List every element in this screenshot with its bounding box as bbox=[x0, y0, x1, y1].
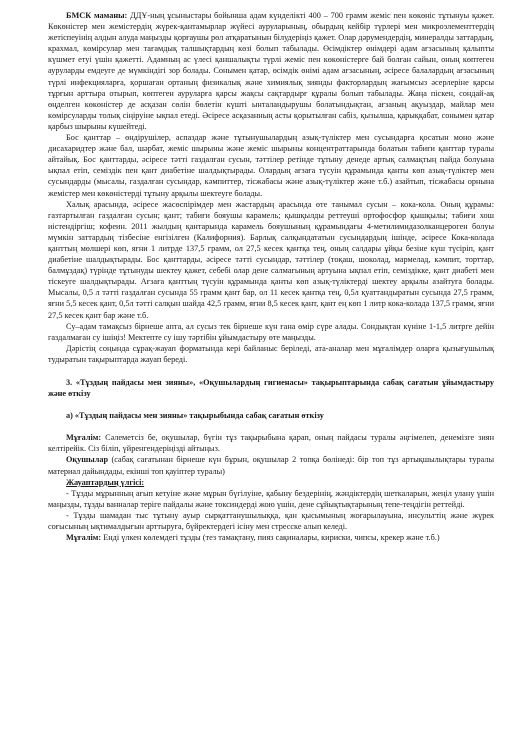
paragraph-teacher-intro bbox=[48, 432, 494, 454]
paragraph-intro bbox=[48, 10, 494, 132]
paragraph-water: Су–адам тамақсыз бірнеше апта, ал сусыз тек бірнеше күн ғана өмір сүре алады. Сондықтан күніне 1-1,5 литрге дейін газдалмаған су ішіңіз! Мектепте су ішу тәртібін ұйымдастыру өте маңызды. bbox=[48, 321, 494, 342]
subsection-heading-a: а) «Тұздың пайдасы мен зияны» тақырыбында сабақ сағатын өткізу bbox=[66, 411, 324, 421]
speaker-label: БМСК маманы: bbox=[66, 11, 128, 20]
answer-benefits: - Тұзды мұрынның ағып кетуіне және мұрын бүгілуіне, қабыну бездерінің, жәндіктердің шеткаларын, жеңіл улану үшін маңызды, тұзды ванналар теріге пайдалы және токсиндерді жою үшін, дене сұйықтықтарының тепе-теңдігін реттейді. bbox=[48, 488, 494, 509]
answer-harms: - Тұзды шамадан тыс тұтыну ауыр сырқаттанушылыққа, қан қысымының жоғарылауына, инсульттің және жүрек соғысының ықтималдығын арттыруға, бүйректердегі ісіну мен стресске алып келеді. bbox=[48, 510, 494, 532]
paragraph-coca-cola: Халық арасында, әсіресе жасөспірімдер мен жастардың арасында өте танымал сусын – кока-кола. Оның құрамы: газтартылған газдалған сусын; қант; табиғи бояушы карамель; қышқылды реттеуші ортофосфор қышқылы; табиғи хош иістендіргіш; кофеин. 2011 жылдың қантарында карамель бояушының құрамындағы 4-метилимидазолканцероген болуы мүмкін заттардың тізбесіне енгізілген (Калифорния). Барлық салқындататын сусындардың ішінде, әсіресе Кока-колада қанттың мөлшері көп, яғни 1 литрде 137,5 грамм, ол 27,5 кесек қантқа тең, оның салдары ұйқы безіне күш түсіріп, қант диабетіне шалдықтырады. Бос қанттарды, әсіресе тәтті сусындар, тәттілер (тоқаш, шоколад, мармелад, кәмпит, торттар, балмұздақ) түрінде тұтынуды шектеу қажет, себебі олар дене салмағының артуына ықпал етіп, семіздікке, қант диабеті мен тіскеуге шалдықтырады. Ағзаға қанттың түсуін құрамында қанты көп азық-түліктерді шектеу арқылы азайтуға болады. Мысалы, 0,5 л тәтті газдалған сусында 55 грамм қант бар, ол 11 кесек қантқа тең, 0,5л қуаттандыратын сусында 27,5 грамм, яғни 5,5 кесек қант, 0,5л тәтті салқын шайда 42,5 грамм, яғни 8,5 кесек қант, қант ең көп 1 литр кока-колада 137,5 грамм, яғни 27,5 кесек қант бар және т.б. bbox=[48, 199, 494, 320]
section-heading-3: 3. «Тұздың пайдасы мен зияны», «Оқушылардың гигиенасы» тақырыптарында сабақ сағатын ұйымдастыру және өткізу bbox=[48, 378, 494, 399]
speaker-label: Мұғалім: bbox=[66, 533, 102, 543]
answers-label-text: Жауаптардың үлгісі: bbox=[66, 477, 145, 487]
paragraph-students bbox=[48, 454, 494, 476]
answers-label bbox=[48, 477, 494, 488]
speaker-label: Мұғалім: bbox=[66, 433, 102, 443]
paragraph-text: (сабақ сағатынан бірнеше күн бұрын, оқушылар 2 топқа бөлінеді: бір топ тұз артықшылықтары туралы материал дайындады, екінші топ қауіптер туралы) bbox=[48, 455, 494, 476]
speaker-label: Оқушылар bbox=[66, 455, 109, 465]
paragraph-teacher-next bbox=[48, 532, 494, 543]
paragraph-text: ДДҰ-ның ұсыныстары бойынша адам күнделікті 400 – 700 грамм жеміс пен көкөніс тұтынуы қажет. Көкөністер мен жемістердің жүрек-қантамырлар жүйесі ауруларының, обырдың кейбір түрлері мен микроэлементтердің жетіспеуінің алдын алуда маңызды қорғаушы рөл атқаратынын білудеріңіз қажет. Олар дәрумендердің, минералды заттардың, крахмал, көмірсулар мен тағамдық талшықтардың көзі болып табылады. Өсімдіктер өнімдері адам ағзасының қалыпты күшмет етуі үшін қажетті. Адамның ас үлесі қаншалықты түрлі жеміс пен көкөністерге бай болған сайын, оның көптеген ауруларды емдеуге де мүмкіндігі зор болады. Сонымен қатар, өсімдік өнімі адам ағзасының, әсіресе балалардың ағзасының түрлі инфекцияларға, қоршаған ортаның физикалық және химиялық зиянды факторлардың жағымсыз әсерлеріне қарсы тұрғын арттыра отырып, көптеген ауруларға қарсы жақсы сақтардырғ құралы болып табылады. Жаңа піскен, сондай-ақ өңделген көкөністер де асқазан сөлін бөлетін күшті ынталандырушы болатындықтан, ағзаның ақуыздар, майлар мен көмірсуларды толық сіңіруіне ықпал етеді. Әсіресе асқазанның асты қорытылған сабіз, қызылша, қарыққабат, сонымен қатар қарбыз шырыны күшейтеді. bbox=[48, 11, 495, 131]
paragraph-free-sugars: Бос қанттар – өндірушілер, аспаздар және тұтынушылардың азық-түліктер мен сусындарға қосатын моно және дисахаридтер және бал, шәрбат, жеміс шырыны және жеміс шырыны концентраттарында болатын табиғи қанттар туралы айтайық. Бос қанттарды, әсіресе тәтті газдалған сусын, тәттілер ретінде тұтыну денеде артық салмақтың пайда болуына ықпал етіп, семіздік пен қант диабетіне шалдықтырады. Олардың ағзаға түсуін құрамында қанты көп азық-түліктер мен сусындарды (мысалы, газдалған сусындар, кәмпиттер, тісжабасы және азық-түліктер және т.б.) азайтып, тісжабасы орнына жемістер мен көкөністерді тұтыну арқылы шектеуге болады. bbox=[48, 133, 494, 198]
paragraph-feedback: Дәрістің соңында сұрақ-жауап форматында кері байланыс беріледі, ата-аналар мен мұғалімдер оларға қызығушылық тудыратын тақырыптарда жауап береді. bbox=[48, 343, 494, 364]
paragraph-text: Енді үлкен көлемдегі тұзды (тез тамақтану, пияз сақиналары, кириски, чипсы, крекер және т.б.) bbox=[101, 533, 440, 543]
paragraph-text: Сәлеметсіз бе, оқушылар, бүгін тұз тақырыбына қарап, оның пайдасы туралы әңгімелеп, денемізге зиян келтірейік. Сіз біліп, үйренгендеріңізді айтыңыз. bbox=[48, 433, 494, 454]
